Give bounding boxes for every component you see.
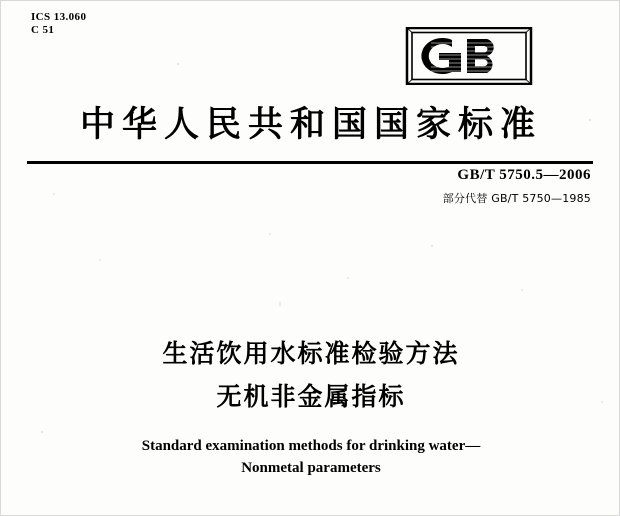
- ics-classification-block: [31, 11, 86, 37]
- document-title-cn-line2: 无机非金属指标: [216, 382, 406, 411]
- scan-speckle: [279, 301, 281, 307]
- document-title-cn-line1: 生活饮用水标准检验方法: [162, 339, 460, 368]
- document-title-en-line2: Nonmetal parameters: [241, 460, 381, 476]
- scan-speckle: [41, 431, 43, 433]
- document-title-en-line1: Standard examination methods for drinking water—: [141, 438, 481, 454]
- national-standard-title: 中华人民共和国国家标准: [79, 105, 542, 145]
- scan-speckle: [431, 245, 433, 247]
- scan-speckle: [53, 193, 55, 195]
- scan-speckle: [269, 233, 271, 235]
- gb-emblem-icon: [405, 27, 533, 85]
- scan-speckle: [521, 289, 523, 291]
- ics-number: ICS 13.060: [31, 11, 87, 23]
- ccs-number: C 51: [31, 24, 55, 36]
- scan-speckle: [347, 277, 349, 279]
- scan-speckle: [99, 259, 101, 261]
- standard-number: GB/T 5750.5—2006: [457, 167, 591, 183]
- scan-speckle: [177, 63, 179, 65]
- header-divider: [27, 161, 593, 164]
- replaces-note: 部分代替 GB/T 5750—1985: [442, 192, 591, 205]
